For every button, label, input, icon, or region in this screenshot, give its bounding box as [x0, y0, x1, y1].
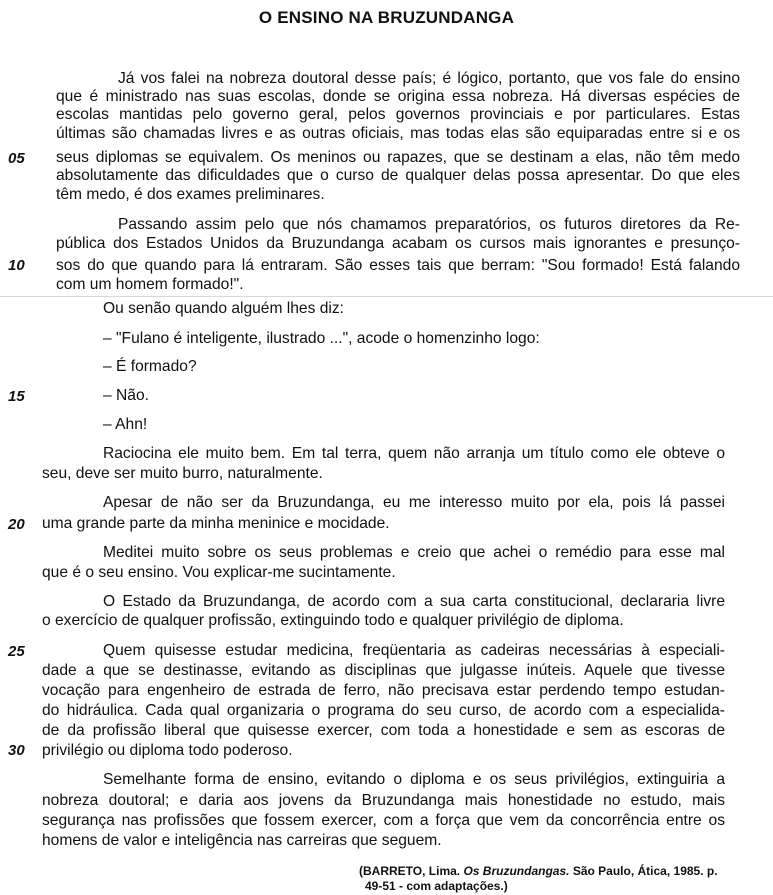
- citation-author: (BARRETO, Lima.: [359, 864, 461, 878]
- text-line: absolutamente das dificuldades que o curso de qualquer delas possa apresentar. Do que eles: [56, 167, 740, 184]
- citation-work: Os Bruzundangas.: [463, 864, 570, 878]
- citation-pages: 49-51 - com adaptações.): [365, 879, 508, 893]
- line-number: 20: [8, 516, 25, 533]
- citation-publisher: São Paulo, Ática, 1985. p.: [572, 864, 718, 878]
- text-line: sos do que quando para lá entraram. São esses tais que berram: "Sou formado! Está falando: [56, 257, 740, 274]
- text-line: O Estado da Bruzundanga, de acordo com a sua carta constitucional, declararia livre: [103, 593, 725, 610]
- text-line: do hidráulica. Cada qual organizaria o programa do seu curso, de acordo com a especialida-: [42, 702, 725, 719]
- line-number: 05: [8, 150, 25, 167]
- text-line: o exercício de qualquer profissão, extinguindo todo e qualquer privilégio de diploma.: [42, 612, 624, 629]
- text-line: que é o seu ensino. Vou explicar-me sucintamente.: [42, 564, 396, 581]
- text-line: Quem quisesse estudar medicina, freqüentaria as cadeiras necessárias à especiali-: [103, 642, 725, 659]
- text-line: que é ministrado nas suas escolas, donde se origina essa nobreza. Há diversas espécies de: [56, 88, 740, 105]
- text-line: de da profissão liberal que quisesse exercer, com toda a honestidade e sem as escoras de: [42, 722, 725, 739]
- text-line: – É formado?: [103, 358, 197, 375]
- text-line: Passando assim pelo que nós chamamos preparatórios, os futuros diretores da Re-: [118, 216, 740, 233]
- citation-line-1: [359, 864, 759, 879]
- citation: [359, 864, 759, 894]
- text-line: seus diplomas se equivalem. Os meninos ou rapazes, que se destinam a elas, não têm medo: [56, 149, 740, 166]
- text-line: segurança nas profissões que fossem exercer, com a força que vem da concorrência entre os: [42, 812, 725, 829]
- text-line: vocação para engenheiro de estrada de ferro, não precisava estar perdendo tempo estudan-: [42, 682, 725, 699]
- text-line: nobreza doutoral; e daria aos jovens da Bruzundanga mais honestidade no estudo, mais: [42, 792, 725, 809]
- text-line: uma grande parte da minha meninice e mocidade.: [42, 515, 390, 532]
- text-line: pública dos Estados Unidos da Bruzundanga acabam os cursos mais ignorantes e presunço-: [56, 235, 740, 252]
- text-line: Já vos falei na nobreza doutoral desse país; é lógico, portanto, que vos fale do ensino: [118, 70, 740, 87]
- text-line: – Não.: [103, 387, 149, 404]
- line-number: 25: [8, 643, 25, 660]
- divider: [0, 296, 773, 297]
- text-line: – "Fulano é inteligente, ilustrado ...", acode o homenzinho logo:: [103, 330, 540, 347]
- text-line: Ou senão quando alguém lhes diz:: [103, 300, 345, 317]
- text-line: Raciocina ele muito bem. Em tal terra, quem não arranja um título como ele obteve o: [103, 445, 725, 462]
- text-line: seu, deve ser muito burro, naturalmente.: [42, 465, 323, 482]
- page-title: O ENSINO NA BRUZUNDANGA: [258, 8, 515, 27]
- text-line: dade a que se destinasse, evitando as disciplinas que julgasse inúteis. Aquele que tivesse: [42, 662, 725, 679]
- text-line: homens de valor e inteligência nas carreiras que seguem.: [42, 832, 442, 849]
- text-line: têm medo, é dos exames preliminares.: [56, 186, 325, 203]
- text-line: últimas são chamadas livres e as outras oficiais, mas todas elas são equiparadas entre si e os: [56, 125, 740, 142]
- text-line: – Ahn!: [103, 416, 148, 433]
- text-line: Semelhante forma de ensino, evitando o diploma e os seus privilégios, extinguiria a: [103, 771, 725, 788]
- line-number: 10: [8, 257, 25, 274]
- text-line: com um homem formado!".: [56, 276, 244, 293]
- text-line: privilégio ou diploma todo poderoso.: [42, 742, 293, 759]
- text-line: escolas mantidas pelo governo geral, pelos governos provinciais e por particulares. Estas: [56, 106, 740, 123]
- line-number: 15: [8, 388, 25, 405]
- text-line: Meditei muito sobre os seus problemas e creio que achei o remédio para esse mal: [103, 544, 725, 561]
- text-line: Apesar de não ser da Bruzundanga, eu me interesso muito por ela, pois lá passei: [103, 494, 725, 511]
- line-number: 30: [8, 742, 25, 759]
